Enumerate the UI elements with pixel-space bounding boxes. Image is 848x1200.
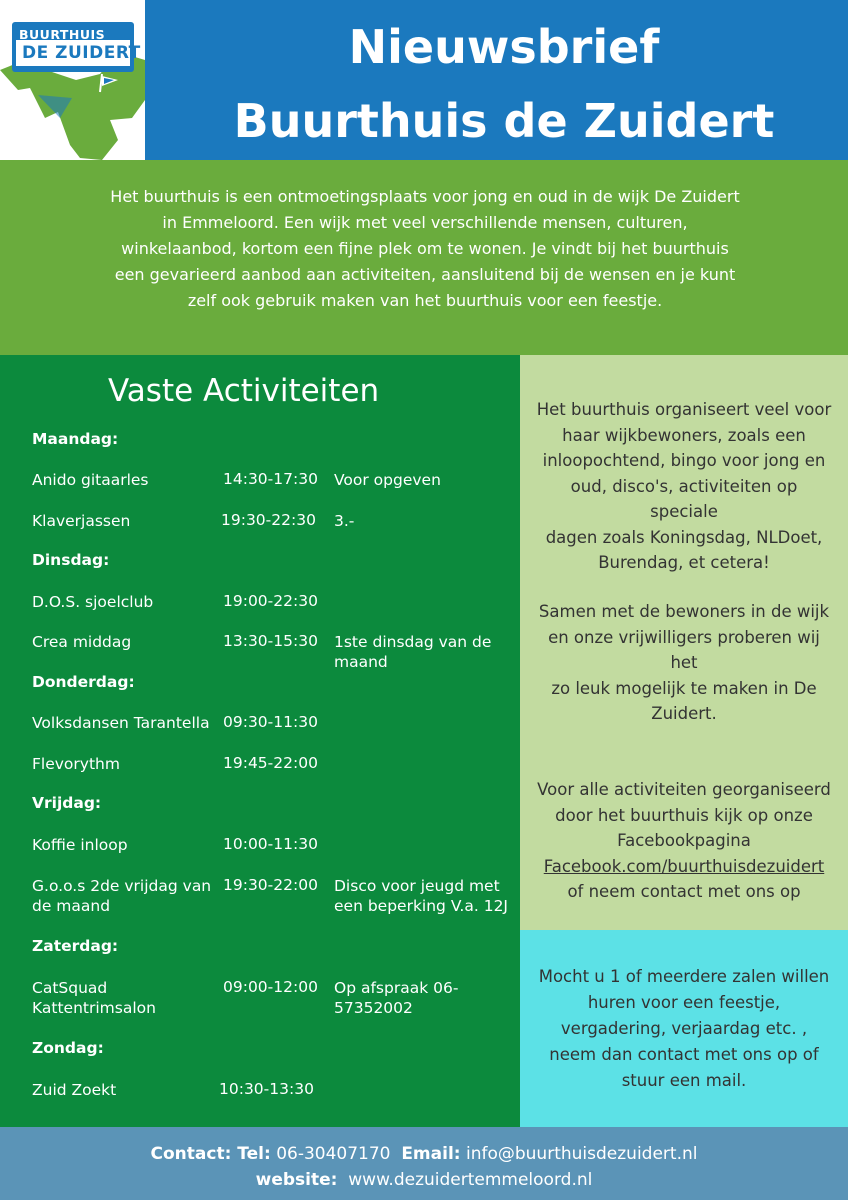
- facebook-link[interactable]: Facebook.com/buurthuisdezuidert: [543, 856, 825, 876]
- info-paragraph-1: [536, 397, 832, 576]
- activity-time: 14:30-17:30: [223, 470, 318, 488]
- activity-name: Flevorythm: [32, 755, 120, 773]
- intro-text: Het buurthuis is een ontmoetingsplaats voor jong en oud in de wijk De Zuidert in Emmeloord. Een wijk met veel verschillende mensen, culturen, winkelaanbod, kortom een fijne plek om te wonen. Je vindt bij het buurthuis een gevarieerd aanbod aan activiteiten, aansluitend bij de wensen en je kunt zelf ook gebruik maken van het buurthuis voor een feestje.: [110, 187, 740, 310]
- activity-name: Zuid Zoekt: [32, 1081, 117, 1099]
- schedule-title: Vaste Activiteiten: [108, 373, 380, 409]
- page-title-line2: Buurthuis de Zuidert: [233, 94, 775, 148]
- activity-note: Disco voor jeugd met een beperking V.a. 12J: [334, 877, 508, 915]
- phone-number[interactable]: 06-30407170: [276, 1144, 391, 1164]
- activity-time: 10:00-11:30: [223, 835, 318, 853]
- info-paragraph-2a: Samen met de bewoners in de wijk en onze vrijwilligers proberen wij het: [538, 602, 830, 672]
- activity-name: Crea middag: [32, 633, 132, 651]
- info-paragraph-1b: dagen zoals Koningsdag, NLDoet, Burendag, et cetera!: [545, 527, 823, 572]
- header-banner: [0, 0, 848, 160]
- activity-name: G.o.o.s 2de vrijdag van de maand: [32, 877, 212, 915]
- activity-time: 10:30-13:30: [219, 1080, 314, 1098]
- activity-note: Voor opgeven: [334, 471, 441, 489]
- activity-name: Anido gitaarles: [32, 471, 149, 489]
- email-address[interactable]: info@buurthuisdezuidert.nl: [465, 1144, 698, 1164]
- info-panel-activities: [520, 355, 848, 930]
- footer-line-contact: [0, 1144, 848, 1164]
- footer-line-website: [0, 1170, 848, 1190]
- info-paragraph-2: [536, 599, 832, 727]
- activity-note: 3.-: [334, 512, 355, 530]
- activity-time: 19:30-22:30: [221, 511, 316, 529]
- rental-text: Mocht u 1 of meerdere zalen willen huren voor een feestje, vergadering, verjaardag etc. , neem dan contact met ons op of stuur een mail.: [538, 967, 830, 1090]
- info-paragraph-3b: of neem contact met ons op: [567, 882, 801, 901]
- logo: [0, 0, 145, 160]
- info-panel-rental: [520, 930, 848, 1127]
- activity-name: Klaverjassen: [32, 512, 131, 530]
- footer-contact: [0, 1127, 848, 1200]
- page-title-line1: Nieuwsbrief: [348, 20, 660, 74]
- intro-section: [0, 160, 848, 355]
- website-url[interactable]: www.dezuidertemmeloord.nl: [348, 1170, 593, 1190]
- activity-note: Op afspraak 06-57352002: [334, 979, 459, 1017]
- website-label: website:: [255, 1170, 338, 1190]
- info-paragraph-2b: zo leuk mogelijk te maken in De Zuidert.: [551, 678, 817, 723]
- activity-time: 19:30-22:00: [223, 876, 318, 894]
- day-heading-tuesday: Dinsdag:: [32, 551, 110, 569]
- day-heading-sunday: Zondag:: [32, 1039, 104, 1057]
- info-paragraph-3: [536, 777, 832, 905]
- activity-time: 19:45-22:00: [223, 754, 318, 772]
- activity-time: 13:30-15:30: [223, 632, 318, 650]
- info-paragraph-3a: Voor alle activiteiten georganiseerd door het buurthuis kijk op onze Facebookpagina: [537, 780, 831, 850]
- day-heading-friday: Vrijdag:: [32, 794, 102, 812]
- activity-note: 1ste dinsdag van de maand: [334, 633, 492, 671]
- info-paragraph-1a: Het buurthuis organiseert veel voor haar wijkbewoners, zoals een inloopochtend, bingo voor jong en oud, disco's, activiteiten op speciale: [536, 400, 832, 521]
- logo-text-top: BUURTHUIS: [19, 27, 106, 42]
- day-heading-monday: Maandag:: [32, 430, 119, 448]
- activity-name: Volksdansen Tarantella: [32, 714, 210, 732]
- logo-map-shape: [0, 0, 145, 160]
- activity-time: 09:00-12:00: [223, 978, 318, 996]
- activity-name: Koffie inloop: [32, 836, 128, 854]
- activity-name: CatSquad Kattentrimsalon: [32, 979, 156, 1017]
- activity-time: 19:00-22:30: [223, 592, 318, 610]
- day-heading-thursday: Donderdag:: [32, 673, 135, 691]
- email-label: Email:: [401, 1144, 461, 1164]
- schedule-section: [0, 355, 520, 1127]
- day-heading-saturday: Zaterdag:: [32, 937, 119, 955]
- logo-text-bottom: DE ZUIDERT: [22, 43, 141, 63]
- contact-label: Contact: Tel:: [150, 1144, 271, 1164]
- activity-name: D.O.S. sjoelclub: [32, 593, 154, 611]
- activity-time: 09:30-11:30: [223, 713, 318, 731]
